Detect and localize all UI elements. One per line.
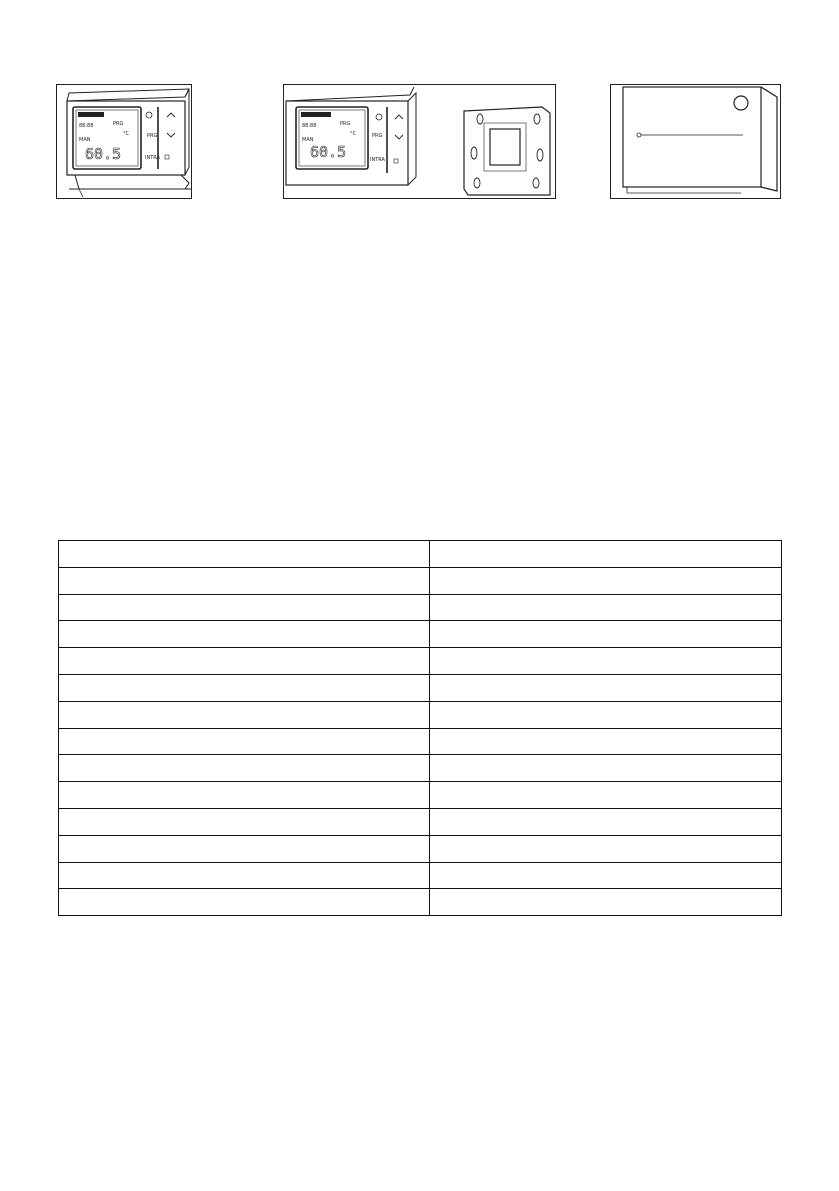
svg-text:88:88: 88:88 (79, 123, 94, 129)
table-cell-value (430, 835, 782, 862)
figure-thermostat-with-wall-plate (283, 84, 556, 199)
table-row (59, 782, 782, 809)
table-row (59, 701, 782, 728)
svg-text:PRG: PRG (113, 121, 124, 127)
svg-text:60.5: 60.5 (310, 143, 347, 161)
table-cell-label (59, 889, 430, 916)
table-cell-value (430, 862, 782, 889)
svg-text:°C: °C (350, 131, 356, 137)
table-row (59, 567, 782, 594)
svg-text:INTRA: INTRA (370, 157, 385, 163)
table-cell-value (430, 782, 782, 809)
table-cell-label (59, 674, 430, 701)
table-row (59, 862, 782, 889)
table-cell-value (430, 648, 782, 675)
table-cell-label (59, 835, 430, 862)
receiver-box-illustration (611, 85, 780, 198)
table-row (59, 621, 782, 648)
table-cell-value (430, 621, 782, 648)
table-cell-value (430, 889, 782, 916)
table-cell-label (59, 782, 430, 809)
table-cell-label (59, 755, 430, 782)
svg-text:MAN: MAN (302, 137, 314, 143)
table-row (59, 541, 782, 568)
figure-receiver-box (610, 84, 781, 199)
svg-text:88:88: 88:88 (302, 123, 317, 129)
table-row (59, 755, 782, 782)
thermostat-on-stand-illustration (57, 85, 191, 198)
table-row (59, 728, 782, 755)
table-cell-label (59, 567, 430, 594)
svg-text:PRG: PRG (147, 133, 158, 139)
table-cell-value (430, 594, 782, 621)
table-row (59, 674, 782, 701)
svg-text:INTRA: INTRA (145, 155, 160, 161)
svg-text:°C: °C (123, 131, 129, 137)
table-cell-value (430, 755, 782, 782)
table-cell-value (430, 674, 782, 701)
specifications-table (58, 540, 782, 916)
table-row (59, 648, 782, 675)
table-cell-label (59, 648, 430, 675)
svg-text:PRG: PRG (340, 121, 351, 127)
table-cell-value (430, 728, 782, 755)
svg-text:60.5: 60.5 (85, 145, 122, 163)
svg-text:MAN: MAN (79, 137, 91, 143)
table-row (59, 835, 782, 862)
table-cell-label (59, 541, 430, 568)
table-cell-value (430, 808, 782, 835)
figure-thermostat-on-stand (56, 84, 192, 199)
table-row (59, 889, 782, 916)
table-cell-label (59, 808, 430, 835)
table-cell-label (59, 594, 430, 621)
table-cell-value (430, 541, 782, 568)
table-cell-value (430, 701, 782, 728)
table-row (59, 594, 782, 621)
table-cell-label (59, 701, 430, 728)
table-cell-label (59, 621, 430, 648)
table-cell-label (59, 862, 430, 889)
table-cell-value (430, 567, 782, 594)
svg-text:PRG: PRG (372, 133, 383, 139)
thermostat-with-wall-plate-illustration (284, 85, 555, 198)
table-cell-label (59, 728, 430, 755)
table-row (59, 808, 782, 835)
